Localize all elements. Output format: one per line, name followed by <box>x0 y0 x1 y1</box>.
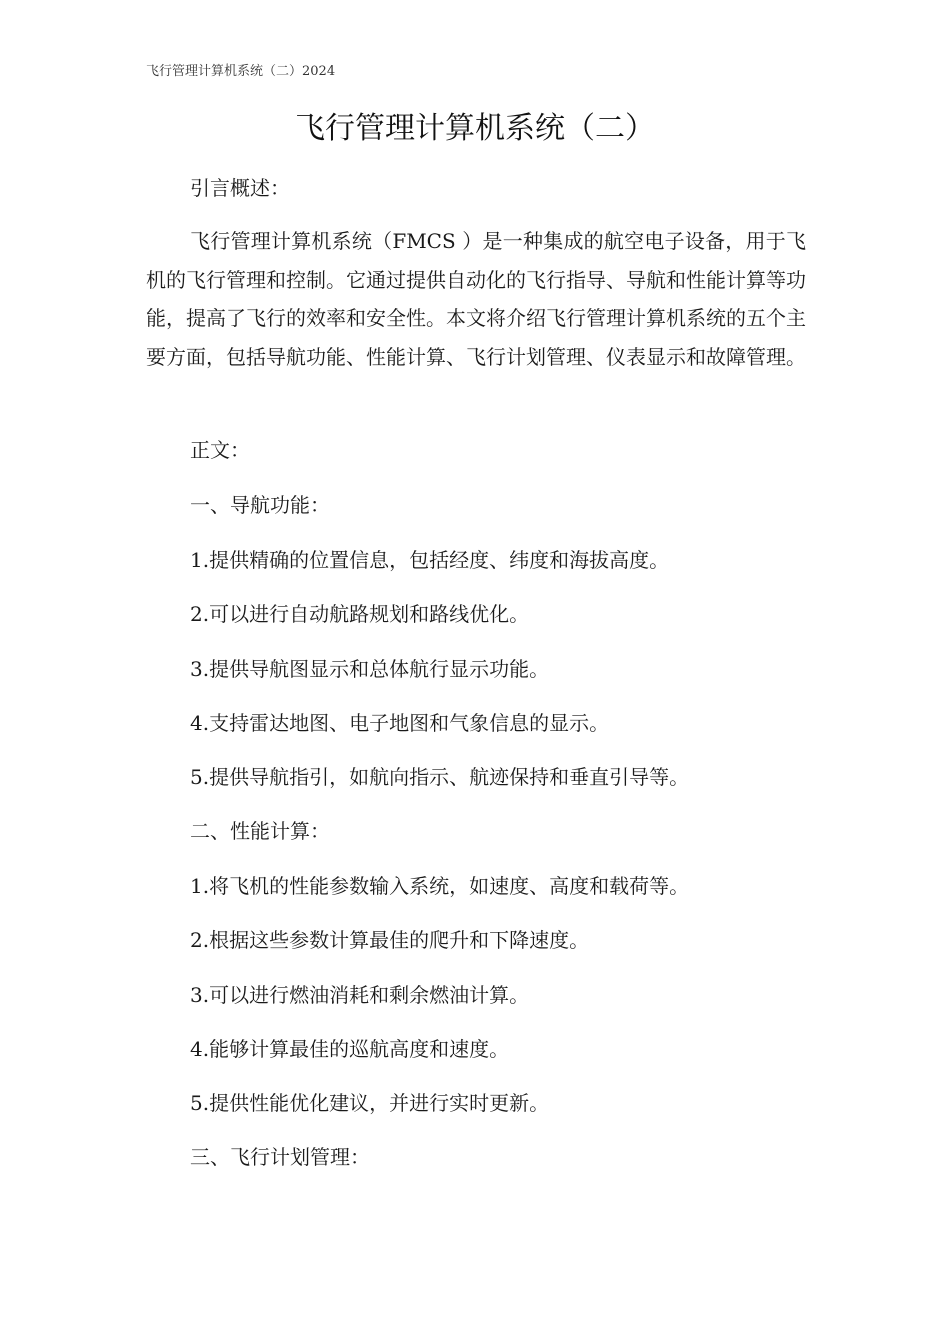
document-title: 飞行管理计算机系统（二） <box>295 111 655 146</box>
list-item: 5.提供导航指引，如航向指示、航迹保持和垂直引导等。 <box>190 765 690 789</box>
intro-heading: 引言概述： <box>190 176 290 200</box>
section-heading-performance: 二、性能计算： <box>190 819 330 843</box>
list-item: 2.根据这些参数计算最佳的爬升和下降速度。 <box>190 928 590 952</box>
list-item: 3.提供导航图显示和总体航行显示功能。 <box>190 657 550 681</box>
section-heading-flight-plan: 三、飞行计划管理： <box>190 1145 370 1169</box>
list-item: 2.可以进行自动航路规划和路线优化。 <box>190 602 530 626</box>
list-item: 1.提供精确的位置信息，包括经度、纬度和海拔高度。 <box>190 548 670 572</box>
running-header: 飞行管理计算机系统（二）2024 <box>146 64 336 79</box>
list-item: 4.支持雷达地图、电子地图和气象信息的显示。 <box>190 711 610 735</box>
list-item: 5.提供性能优化建议，并进行实时更新。 <box>190 1091 550 1115</box>
list-item: 1.将飞机的性能参数输入系统，如速度、高度和载荷等。 <box>190 874 690 898</box>
section-heading-navigation: 一、导航功能： <box>190 493 330 517</box>
body-heading: 正文： <box>190 438 250 462</box>
list-item: 4.能够计算最佳的巡航高度和速度。 <box>190 1037 510 1061</box>
list-item: 3.可以进行燃油消耗和剩余燃油计算。 <box>190 983 530 1007</box>
intro-paragraph: 飞行管理计算机系统（FMCS ）是一种集成的航空电子设备，用于飞机的飞行管理和控制。它通过提供自动化的飞行指导、导航和性能计算等功能，提高了飞行的效率和安全性。本文将介绍飞行管理计算机系统的五个主要方面，包括导航功能、性能计算、飞行计划管理、仪表显示和故障管理。 <box>146 229 806 369</box>
